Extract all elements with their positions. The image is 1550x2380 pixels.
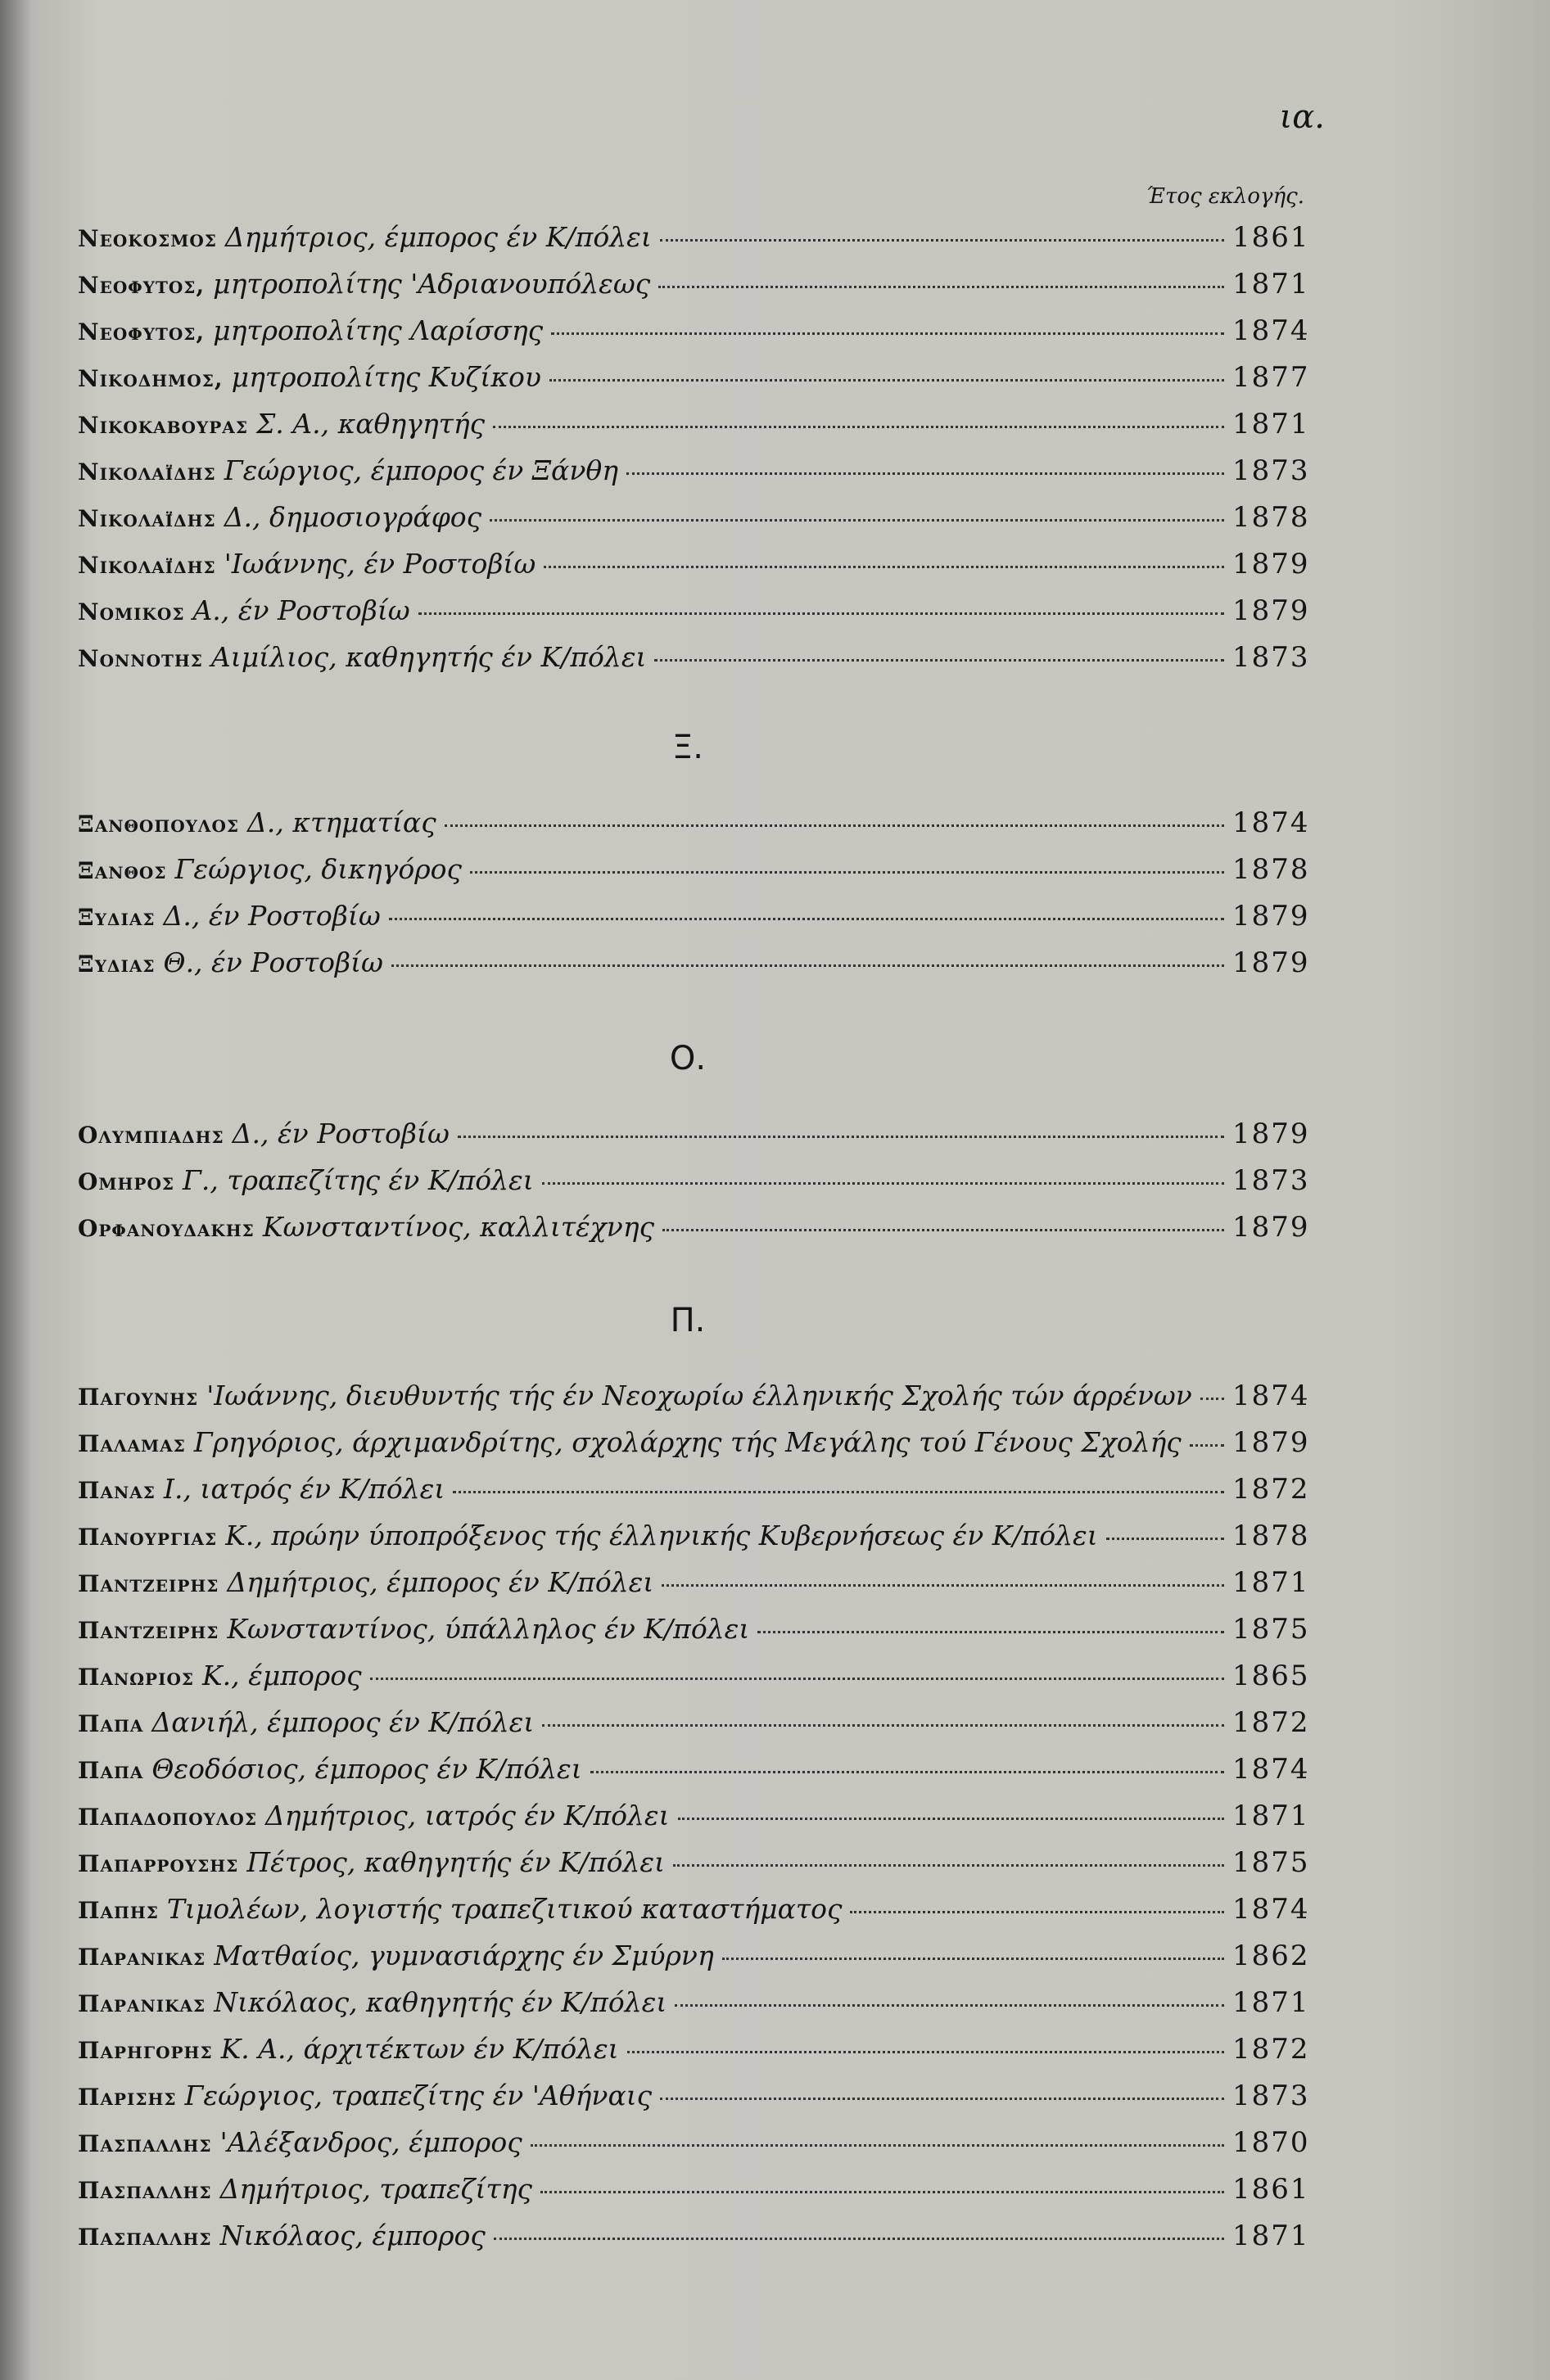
entry-year: 1862 <box>1232 1940 1310 1972</box>
leader-dots <box>626 472 1224 475</box>
entry-year: 1878 <box>1232 1520 1310 1552</box>
leader-dots <box>675 2004 1224 2007</box>
leader-dots <box>662 1229 1224 1231</box>
entry-surname: Παλαμας <box>78 1430 186 1457</box>
entry-description: Γεώργιος, έμπορος έν Ξάνθη <box>224 454 619 486</box>
section-letter: Ο. <box>669 1040 707 1077</box>
entry-surname: Παρηγορης <box>78 2037 213 2064</box>
entry-surname: Ορφανουδακης <box>78 1215 255 1242</box>
leader-dots <box>418 612 1224 615</box>
entry-year: 1879 <box>1232 1211 1310 1244</box>
entry-surname: Νεοκοσμος <box>78 225 217 252</box>
leader-dots <box>1200 1398 1224 1400</box>
entry-surname: Παπα <box>78 1757 144 1784</box>
section-letter: Ξ. <box>672 729 703 766</box>
entry-surname: Παπα <box>78 1710 144 1737</box>
entry-description: Γεώργιος, τραπεζίτης έν 'Αθήναις <box>184 2080 653 2111</box>
register-entry <box>78 1753 1310 1799</box>
entry-description: Γεώργιος, δικηγόρος <box>174 853 462 885</box>
entry-description: μητροπολίτης Κυζίκου <box>231 361 541 393</box>
register-entry <box>78 501 1310 547</box>
entry-surname: Ξυδιας <box>78 951 156 978</box>
leader-dots <box>542 1182 1224 1185</box>
leader-dots <box>654 659 1224 662</box>
entry-surname: Παπαδοπουλος <box>78 1804 257 1831</box>
entry-description: Δ., έν Ροστοβίω <box>232 1118 450 1149</box>
register-entry <box>78 946 1310 992</box>
entry-surname: Παντζειρης <box>78 1617 219 1644</box>
entry-year: 1879 <box>1232 548 1310 580</box>
entry-year: 1865 <box>1232 1660 1310 1692</box>
register-entry <box>78 1520 1310 1565</box>
leader-dots <box>540 2191 1224 2193</box>
entry-surname: Πανας <box>78 1477 156 1504</box>
leader-dots <box>531 2144 1224 2147</box>
entry-description: Ματθαίος, γυμνασιάρχης έν Σμύρνη <box>214 1940 714 1971</box>
entry-surname: Πασπαλλης <box>78 2130 212 2157</box>
entry-description: Κ. Α., άρχιτέκτων έν Κ/πόλει <box>220 2033 619 2065</box>
entry-description: Τιμολέων, λογιστής τραπεζιτικού καταστήματος <box>166 1893 843 1925</box>
entry-description: Γ., τραπεζίτης έν Κ/πόλει <box>183 1164 534 1196</box>
entry-description: Δ., έν Ροστοβίω <box>163 900 381 932</box>
register-entry <box>78 408 1310 454</box>
leader-dots <box>757 1631 1224 1633</box>
entry-surname: Παρανικας <box>78 1944 206 1971</box>
entry-surname: Πανουργιας <box>78 1524 218 1551</box>
leader-dots <box>850 1911 1224 1913</box>
entry-year: 1878 <box>1232 853 1310 886</box>
entry-year: 1874 <box>1232 314 1310 347</box>
leader-dots <box>391 964 1224 967</box>
register-entry <box>78 221 1310 267</box>
entry-surname: Νεοφυτος, <box>78 318 206 345</box>
leader-dots <box>458 1136 1224 1138</box>
entry-description: Αιμίλιος, καθηγητής έν Κ/πόλει <box>210 641 647 673</box>
entry-year: 1874 <box>1232 806 1310 839</box>
entry-year: 1879 <box>1232 1118 1310 1150</box>
entry-year: 1870 <box>1232 2126 1310 2159</box>
leader-dots <box>1106 1538 1224 1540</box>
entry-description: 'Ιωάννης, έν Ροστοβίω <box>224 548 536 580</box>
entry-year: 1879 <box>1232 1426 1310 1459</box>
entry-year: 1871 <box>1232 1566 1310 1599</box>
entry-year: 1873 <box>1232 454 1310 487</box>
entry-description: Κωνσταντίνος, ύπάλληλος έν Κ/πόλει <box>227 1613 750 1645</box>
entry-surname: Νικολαΐδης <box>78 552 216 579</box>
entry-description: Δημήτριος, έμπορος έν Κ/πόλει <box>227 1566 654 1598</box>
entry-year: 1879 <box>1232 946 1310 979</box>
entry-surname: Νοννοτης <box>78 645 203 672</box>
entry-description: Δημήτριος, τραπεζίτης <box>219 2173 532 2205</box>
entry-year: 1872 <box>1232 2033 1310 2066</box>
entry-description: 'Αλέξανδρος, έμπορος <box>219 2126 522 2158</box>
entry-surname: Ξανθος <box>78 857 167 884</box>
entry-year: 1877 <box>1232 361 1310 394</box>
register-entry <box>78 2033 1310 2079</box>
entry-surname: Παπαρρουσης <box>78 1850 239 1877</box>
entry-year: 1861 <box>1232 221 1310 254</box>
entry-year: 1879 <box>1232 594 1310 627</box>
leader-dots <box>490 519 1224 522</box>
leader-dots <box>549 379 1224 382</box>
entry-year: 1874 <box>1232 1753 1310 1786</box>
entry-year: 1873 <box>1232 2080 1310 2112</box>
register-entry <box>78 2220 1310 2265</box>
leader-dots <box>722 1958 1224 1960</box>
entry-description: Κωνσταντίνος, καλλιτέχνης <box>262 1211 655 1243</box>
register-entry <box>78 1473 1310 1519</box>
leader-dots <box>493 426 1224 428</box>
entry-year: 1871 <box>1232 2220 1310 2252</box>
entry-surname: Ολυμπιαδης <box>78 1122 224 1149</box>
leader-dots <box>551 332 1224 335</box>
entry-year: 1872 <box>1232 1706 1310 1739</box>
register-entry <box>78 548 1310 594</box>
section-letter: Π. <box>670 1302 706 1339</box>
entry-description: Γρηγόριος, άρχιμανδρίτης, σχολάρχης τής Μεγάλης τού Γένους Σχολής <box>193 1426 1182 1458</box>
entry-surname: Ξυδιας <box>78 904 156 931</box>
entry-description: Δημήτριος, έμπορος έν Κ/πόλει <box>224 221 652 253</box>
entry-year: 1871 <box>1232 408 1310 440</box>
register-entry <box>78 1706 1310 1752</box>
register-entry <box>78 1118 1310 1163</box>
register-entry <box>78 1986 1310 2032</box>
register-entry <box>78 1846 1310 1892</box>
entry-surname: Παρανικας <box>78 1990 206 2017</box>
page-number: ια. <box>1279 98 1325 136</box>
entry-surname: Ομηρος <box>78 1168 175 1195</box>
entry-description: Δ., δημοσιογράφος <box>224 501 482 533</box>
leader-dots <box>673 1864 1224 1867</box>
entry-description: Νικόλαος, έμπορος <box>219 2220 486 2251</box>
register-entry <box>78 454 1310 500</box>
leader-dots <box>1190 1444 1224 1447</box>
register-entry <box>78 1940 1310 1985</box>
register-entry <box>78 1800 1310 1845</box>
register-entry <box>78 2173 1310 2219</box>
entry-description: Θ., έν Ροστοβίω <box>163 946 383 978</box>
register-entry <box>78 2126 1310 2172</box>
entry-description: 'Ιωάννης, διευθυντής τής έν Νεοχωρίω έλληνικής Σχολής τών άρρένων <box>206 1380 1192 1411</box>
leader-dots <box>370 1678 1224 1680</box>
entry-surname: Πανωριος <box>78 1664 194 1691</box>
entry-surname: Νομικος <box>78 598 185 625</box>
leader-dots <box>544 566 1224 568</box>
entry-year: 1871 <box>1232 268 1310 300</box>
entry-year: 1875 <box>1232 1613 1310 1646</box>
entry-surname: Νικοκαβουρας <box>78 412 248 439</box>
leader-dots <box>660 239 1224 242</box>
entry-description: μητροπολίτης Λαρίσσης <box>213 314 544 346</box>
entry-surname: Νικοδημος, <box>78 365 224 392</box>
leader-dots <box>494 2238 1224 2240</box>
register-entry <box>78 2080 1310 2125</box>
leader-dots <box>445 824 1224 827</box>
entry-year: 1871 <box>1232 1800 1310 1832</box>
entry-description: Σ. Α., καθηγητής <box>255 408 486 440</box>
entry-year: 1874 <box>1232 1380 1310 1412</box>
entry-surname: Παγουνης <box>78 1384 199 1411</box>
register-entry <box>78 594 1310 640</box>
entry-description: Α., έν Ροστοβίω <box>192 594 410 626</box>
entry-year: 1872 <box>1232 1473 1310 1506</box>
register-entry <box>78 1566 1310 1612</box>
leader-dots <box>660 2098 1224 2100</box>
entry-description: Νικόλαος, καθηγητής έν Κ/πόλει <box>214 1986 667 2018</box>
register-entry <box>78 268 1310 314</box>
entry-year: 1875 <box>1232 1846 1310 1879</box>
leader-dots <box>662 1584 1224 1587</box>
leader-dots <box>453 1491 1224 1493</box>
leader-dots <box>658 286 1224 288</box>
register-entry <box>78 853 1310 899</box>
entry-year: 1873 <box>1232 1164 1310 1197</box>
entry-description: Δημήτριος, ιατρός έν Κ/πόλει <box>264 1800 670 1831</box>
entry-description: Ι., ιατρός έν Κ/πόλει <box>163 1473 445 1505</box>
register-entry <box>78 1164 1310 1210</box>
register-entry <box>78 900 1310 946</box>
register-entry <box>78 806 1310 852</box>
leader-dots <box>470 871 1224 874</box>
register-entry <box>78 1660 1310 1705</box>
entry-year: 1873 <box>1232 641 1310 674</box>
register-entry <box>78 314 1310 360</box>
register-entry <box>78 1380 1310 1425</box>
entry-surname: Παντζειρης <box>78 1570 219 1597</box>
leader-dots <box>542 1724 1224 1727</box>
entry-year: 1861 <box>1232 2173 1310 2206</box>
register-entry <box>78 1613 1310 1659</box>
entry-surname: Παρισης <box>78 2084 177 2111</box>
entry-year: 1878 <box>1232 501 1310 534</box>
entry-year: 1874 <box>1232 1893 1310 1926</box>
entry-surname: Νικολαΐδης <box>78 458 216 485</box>
entry-description: Δανιήλ, έμπορος έν Κ/πόλει <box>151 1706 535 1738</box>
entry-surname: Πασπαλλης <box>78 2177 212 2204</box>
entry-surname: Παπης <box>78 1897 159 1924</box>
year-column-heading: Έτος εκλογής. <box>1146 184 1304 209</box>
entry-description: Δ., κτηματίας <box>247 806 436 838</box>
register-entry <box>78 1426 1310 1472</box>
leader-dots <box>590 1771 1224 1773</box>
entry-description: Κ., έμπορος <box>202 1660 362 1691</box>
entry-surname: Νεοφυτος, <box>78 272 206 299</box>
entry-description: Θεοδόσιος, έμπορος έν Κ/πόλει <box>151 1753 582 1785</box>
entry-description: μητροπολίτης 'Αδριανουπόλεως <box>213 268 651 300</box>
entry-surname: Ξανθοπουλος <box>78 811 240 838</box>
register-entry <box>78 361 1310 407</box>
entry-description: Κ., πρώην ύποπρόξενος τής έλληνικής Κυβερνήσεως έν Κ/πόλει <box>225 1520 1098 1551</box>
register-entry <box>78 641 1310 687</box>
entry-year: 1871 <box>1232 1986 1310 2019</box>
entry-year: 1879 <box>1232 900 1310 933</box>
leader-dots <box>627 2051 1224 2053</box>
entry-description: Πέτρος, καθηγητής έν Κ/πόλει <box>246 1846 666 1878</box>
register-entry <box>78 1211 1310 1257</box>
register-entry <box>78 1893 1310 1939</box>
leader-dots <box>389 918 1224 920</box>
entry-surname: Πασπαλλης <box>78 2224 212 2251</box>
leader-dots <box>678 1818 1224 1820</box>
entry-surname: Νικολαΐδης <box>78 505 216 532</box>
